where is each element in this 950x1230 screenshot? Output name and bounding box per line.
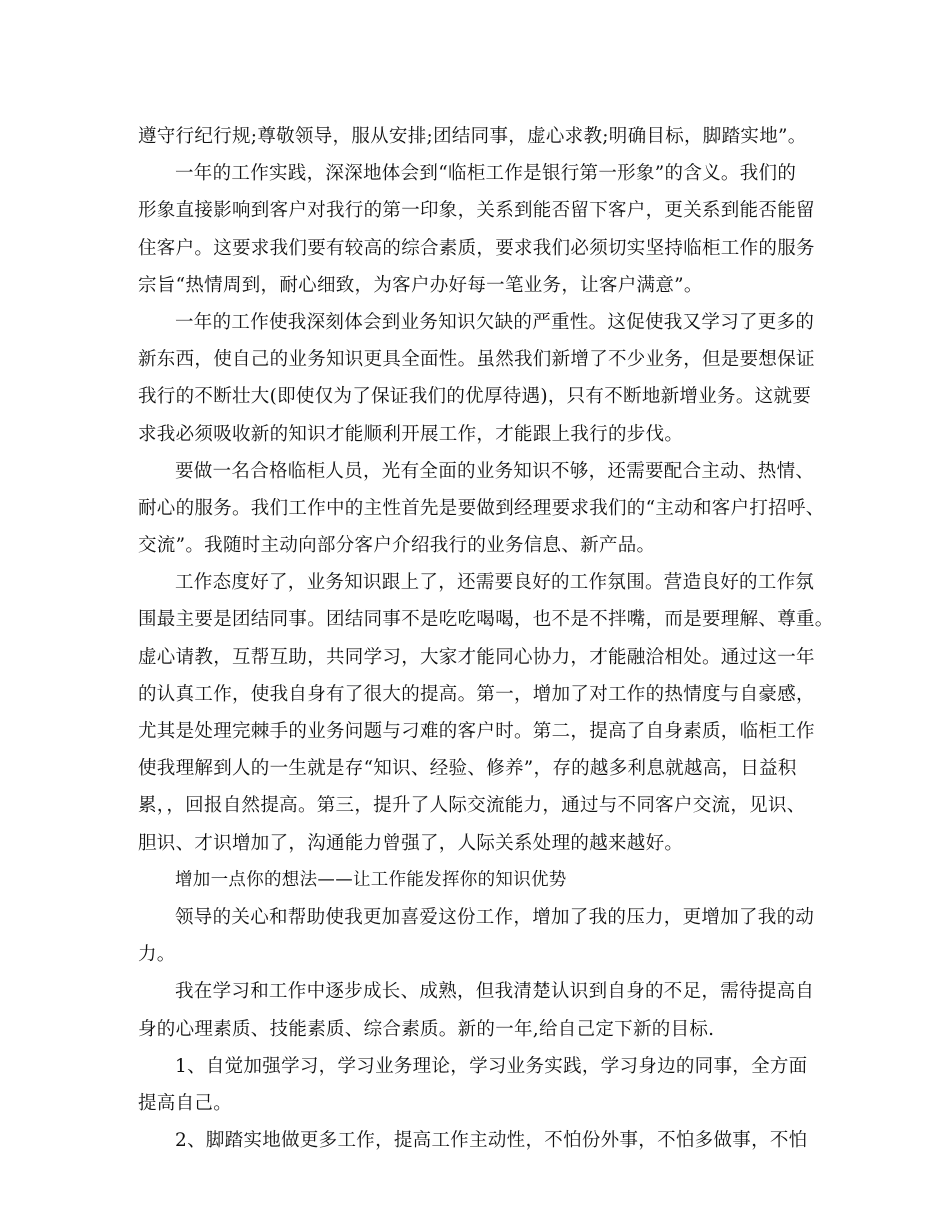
text-line: 虚心请教，互帮互助，共同学习，大家才能同心协力，才能融洽相处。通过这一年 — [138, 646, 815, 668]
text-line: 我在学习和工作中逐步成长、成熟，但我清楚认识到自身的不足，需待提高自 — [175, 981, 815, 1003]
text-line: 一年的工作实践，深深地体会到“临柜工作是银行第一形象”的含义。我们的 — [175, 163, 797, 185]
text-line: 力。 — [138, 944, 176, 966]
text-line: 形象直接影响到客户对我行的第一印象，关系到能否留下客户，更关系到能否能留 — [138, 200, 815, 222]
text-line: 2、脚踏实地做更多工作，提高工作主动性，不怕份外事，不怕多做事，不怕 — [175, 1130, 808, 1152]
text-line: 我行的不断壮大(即使仅为了保证我们的优厚待遇)，只有不断地新增业务。这就要 — [138, 386, 812, 408]
text-line: 工作态度好了，业务知识跟上了，还需要良好的工作氛围。营造良好的工作氛 — [175, 572, 815, 594]
document-body — [138, 118, 834, 1159]
text-line: 要做一名合格临柜人员，光有全面的业务知识不够，还需要配合主动、热情、 — [175, 460, 815, 482]
text-line: 使我理解到人的一生就是存“知识、经验、修养”，存的越多利息就越高，日益积 — [138, 758, 797, 780]
text-line: 耐心的服务。我们工作中的主性首先是要做到经理要求我们的“主动和客户打招呼、 — [138, 497, 825, 519]
text-line: 1、自觉加强学习，学习业务理论，学习业务实践，学习身边的同事，全方面 — [175, 1055, 808, 1077]
text-line: 宗旨“热情周到，耐心细致，为客户办好每一笔业务，让客户满意”。 — [138, 274, 703, 296]
text-line: 尤其是处理完棘手的业务问题与刁难的客户时。第二，提高了自身素质，临柜工作 — [138, 721, 815, 742]
text-line: 住客户。这要求我们要有较高的综合素质，要求我们必须切实坚持临柜工作的服务 — [138, 237, 815, 259]
text-line: 的认真工作，使我自身有了很大的提高。第一，增加了对工作的热情度与自豪感， — [138, 683, 815, 705]
text-line: 遵守行纪行规;尊敬领导，服从安排;团结同事，虚心求教;明确目标，脚踏实地”。 — [138, 126, 807, 147]
section-heading: 增加一点你的想法——让工作能发挥你的知识优势 — [175, 869, 567, 890]
text-line: 求我必须吸收新的知识才能顺利开展工作，才能跟上我行的步伐。 — [138, 423, 684, 445]
text-line: 胆识、才识增加了，沟通能力曾强了，人际关系处理的越来越好。 — [138, 832, 684, 854]
text-line: 一年的工作使我深刻体会到业务知识欠缺的严重性。这促使我又学习了更多的 — [175, 311, 815, 333]
text-line: 领导的关心和帮助使我更加喜爱这份工作，增加了我的压力，更增加了我的动 — [175, 906, 815, 928]
text-line: 身的心理素质、技能素质、综合素质。新的一年,给自己定下新的目标. — [138, 1018, 715, 1040]
text-line: 累，，回报自然提高。第三，提升了人际交流能力，通过与不同客户交流，见识、 — [138, 795, 806, 817]
text-line: 提高自己。 — [138, 1092, 233, 1114]
text-line: 交流”。我随时主动向部分客户介绍我行的业务信息、新产品。 — [138, 535, 656, 557]
text-line: 围最主要是团结同事。团结同事不是吃吃喝喝，也不是不拌嘴，而是要理解、尊重。 — [138, 609, 834, 631]
text-line: 新东西，使自己的业务知识更具全面性。虽然我们新增了不少业务，但是要想保证 — [138, 349, 815, 371]
